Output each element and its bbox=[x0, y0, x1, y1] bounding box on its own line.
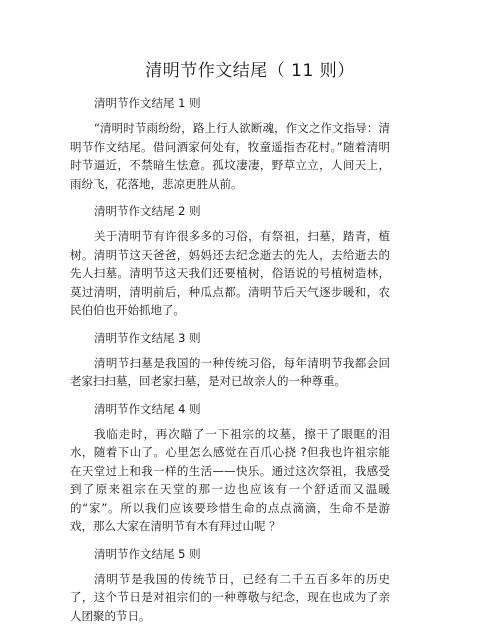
document-title: 清明节作文结尾（ 11 则） bbox=[145, 61, 355, 81]
section-paragraph: 清明节扫墓是我国的一种传统习俗，每年清明节我都会回老家扫扫墓，回老家扫墓，是对已故亲人的一种尊重。 bbox=[70, 355, 390, 388]
section-2 bbox=[70, 202, 390, 320]
section-heading: 清明节作文结尾 4 则 bbox=[94, 401, 201, 416]
section-paragraph: “清明时节雨纷纷，路上行人欲断魂，作文之作文指导：清明节作文结尾。借问酒家何处有，牧童遥指杏花村。”随着清明时节逼近，不禁暗生怯意。孤坟凄凄，野草立立，人间天上，雨纷飞，花落地，悲凉更胜从前。 bbox=[70, 121, 390, 191]
section-paragraph: 清明节是我国的传统节日，已经有二千五百多年的历史了，这个节日是对祖宗们的一种尊敬与纪念，现在也成为了亲人团聚的节日。 bbox=[70, 571, 390, 623]
document-body bbox=[70, 94, 390, 634]
section-heading: 清明节作文结尾 2 则 bbox=[94, 204, 201, 218]
section-3 bbox=[70, 329, 390, 391]
section-heading: 清明节作文结尾 3 则 bbox=[94, 330, 201, 345]
section-heading: 清明节作文结尾 5 则 bbox=[94, 546, 201, 561]
section-4 bbox=[70, 400, 390, 536]
section-paragraph: 关于清明节有许很多多的习俗，有祭祖，扫墓，踏青，植树。清明节这天爸爸，妈妈还去纪念逝去的先人，去给逝去的先人扫墓。清明节这天我们还要植树，俗语说的号植树造林，莫过清明，清明前后，种瓜点都。清明节后天气逐步暖和，农民伯伯也开始抓地了。 bbox=[70, 229, 390, 317]
section-5 bbox=[70, 545, 390, 626]
section-1 bbox=[70, 94, 390, 193]
section-heading: 清明节作文结尾 1 则 bbox=[94, 96, 201, 110]
section-paragraph: 我临走时，再次瞄了一下祖宗的坟墓，擦干了眼眶的泪水，随着下山了。心里怎么感觉在百爪心挠 ?但我也许祖宗能在天堂过上和我一样的生活——快乐。通过这次祭祖，我感受到了原来祖宗在天堂的那一边也应该有一个舒适而又温暖的“家”。所以我们应该要珍惜生命的点点滴滴，生命不是游戏，那么大家在清明节有木有拜过山呢 ？ bbox=[70, 426, 390, 533]
